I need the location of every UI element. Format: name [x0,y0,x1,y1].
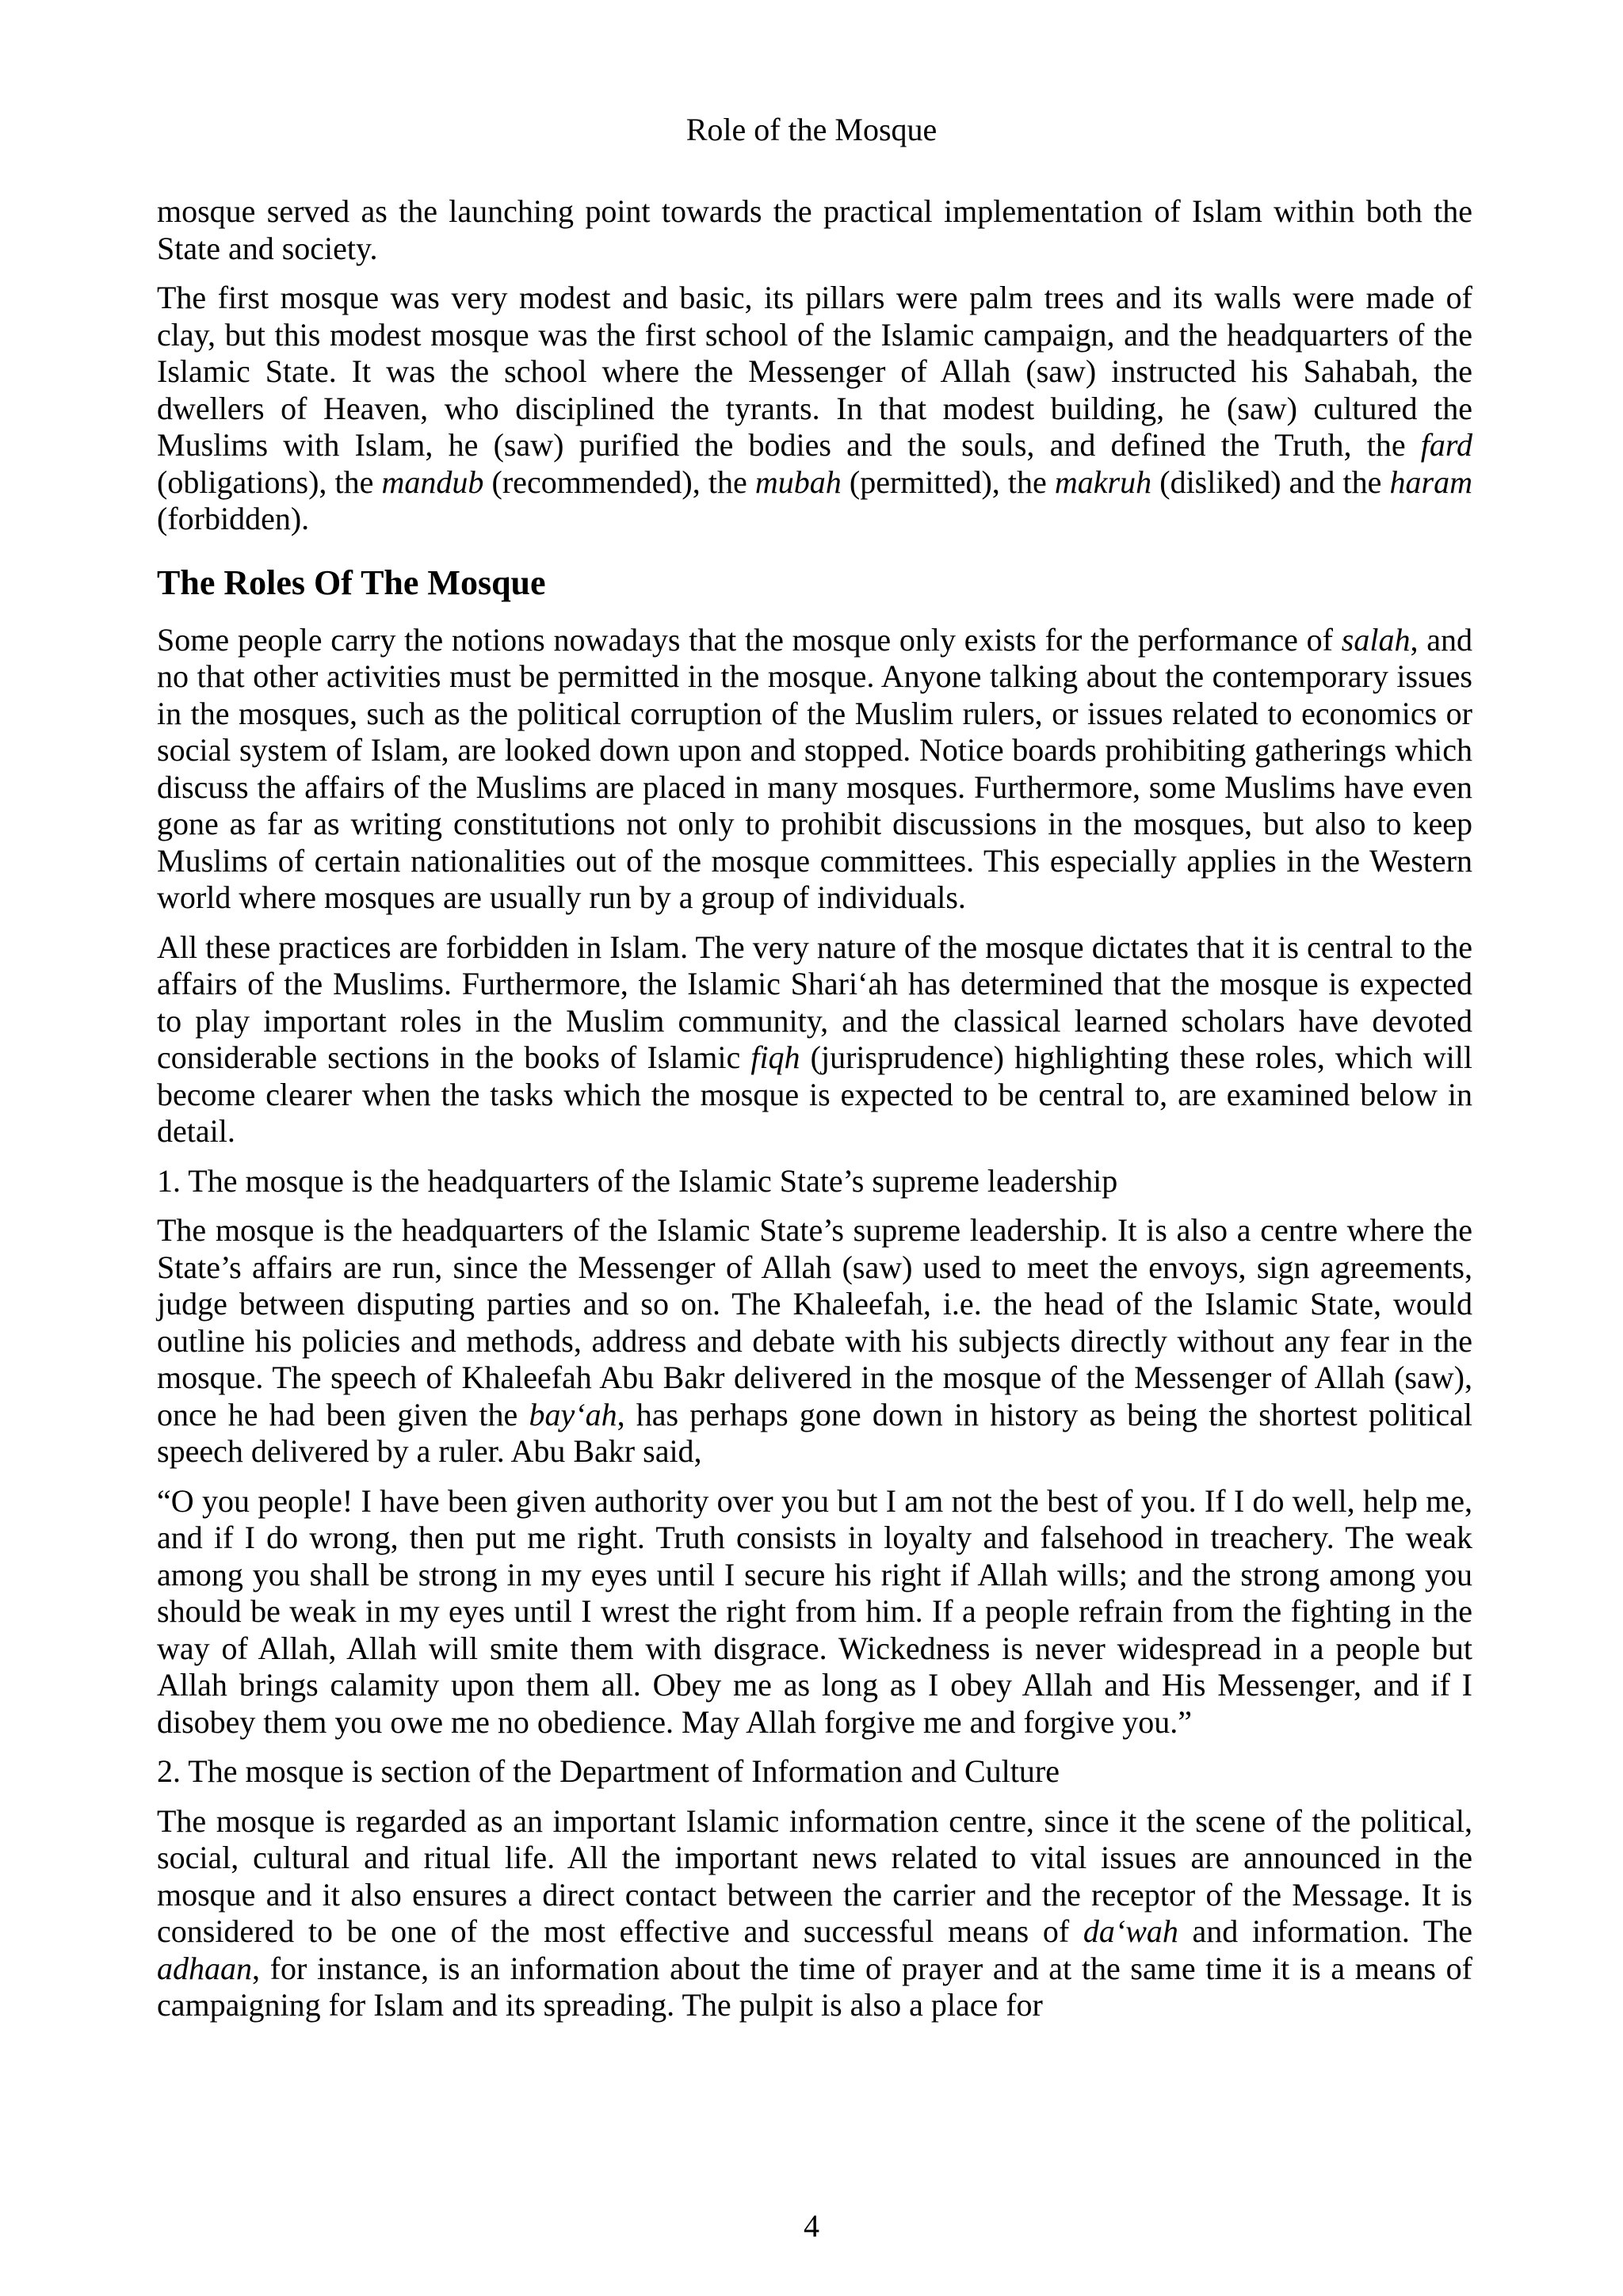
term-fiqh: fiqh [750,1039,800,1075]
term-bayah: bay‘ah [529,1396,617,1432]
paragraph-1: mosque served as the launching point towards the practical implementation of Islam within both the State and society. [157,193,1472,266]
term-mandub: mandub [381,463,484,500]
paragraph-2: The first mosque was very modest and basic, its pillars were palm trees and its walls were made of clay, but this modest mosque was the first school of the Islamic campaign, and the headquarters of the Islamic State. It was the school where the Messenger of Allah (saw) instructed his Sahabah, the dwellers of Heaven, who disciplined the tyrants. In that modest building, he (saw) cultured the Muslims with Islam, he (saw) purified the bodies and the souls, and defined the Truth, the fard (obligations), the mandub (recommended), the mubah (permitted), the makruh (disliked) and the haram (forbidden). [157,280,1472,536]
paragraph-5: The mosque is the headquarters of the Islamic State’s supreme leadership. It is also a centre where the State’s affairs are run, since the Messenger of Allah (saw) used to meet the envoys, sign agreements, judge between disputing parties and so on. The Khaleefah, i.e. the head of the Islamic State, would outline his policies and methods, address and debate with his subjects directly without any fear in the mosque. The speech of Khaleefah Abu Bakr delivered in the mosque of the Messenger of Allah (saw), once he had been given the bay‘ah, has perhaps gone down in history as being the shortest political speech delivered by a ruler. Abu Bakr said, [157,1212,1472,1469]
section-heading: The Roles Of The Mosque [157,563,546,602]
term-dawah: da‘wah [1083,1913,1178,1949]
term-salah: salah [1341,621,1411,658]
paragraph-3: Some people carry the notions nowadays that the mosque only exists for the performance of salah, and no that other activities must be permitted in the mosque. Anyone talking about the contemporary issues in the mosques, such as the political corruption of the Muslim rulers, or issues related to economics or social system of Islam, are looked down upon and stopped. Notice boards prohibiting gatherings which discuss the affairs of the Muslims are placed in many mosques. Furthermore, some Muslims have even gone as far as writing constitutions not only to prohibit discussions in the mosques, but also to keep Muslims of certain nationalities out of the mosque committees. This especially applies in the Western world where mosques are usually run by a group of individuals. [157,621,1472,915]
list-item-2: 2. The mosque is section of the Department of Information and Culture [157,1753,1060,1789]
term-makruh: makruh [1054,463,1152,500]
term-haram: haram [1389,463,1472,500]
term-fard: fard [1420,427,1472,463]
paragraph-6: The mosque is regarded as an important Islamic information centre, since it the scene of the political, social, cultural and ritual life. All the important news related to vital issues are announced in the mosque and it also ensures a direct contact between the carrier and the receptor of the Message. It is considered to be one of the most effective and successful means of da‘wah and information. The adhaan, for instance, is an information about the time of prayer and at the same time it is a means of campaigning for Islam and its spreading. The pulpit is also a place for [157,1802,1472,2023]
paragraph-4: All these practices are forbidden in Islam. The very nature of the mosque dictates that it is central to the affairs of the Muslims. Furthermore, the Islamic Shari‘ah has determined that the mosque is expected to play important roles in the Muslim community, and the classical learned scholars have devoted considerable sections in the books of Islamic fiqh (jurisprudence) highlighting these roles, which will become clearer when the tasks which the mosque is expected to be central to, are examined below in detail. [157,929,1472,1149]
document-body [157,193,1472,2037]
page-number: 4 [804,2208,819,2244]
quote-paragraph: “O you people! I have been given authority over you but I am not the best of you. If I do well, help me, and if I do wrong, then put me right. Truth consists in loyalty and falsehood in treachery. The weak among you shall be strong in my eyes until I secure his right if Allah wills; and the strong among you should be weak in my eyes until I wrest the right from him. If a people refrain from the fighting in the way of Allah, Allah will smite them with disgrace. Wickedness is never widespread in a people but Allah brings calamity upon them all. Obey me as long as I obey Allah and His Messenger, and if I disobey them you owe me no obedience. May Allah forgive me and forgive you.” [157,1482,1472,1740]
running-header: Role of the Mosque [685,112,938,147]
list-item-1: 1. The mosque is the headquarters of the Islamic State’s supreme leadership [157,1162,1118,1199]
term-mubah: mubah [754,463,842,500]
term-adhaan: adhaan [157,1950,252,1986]
